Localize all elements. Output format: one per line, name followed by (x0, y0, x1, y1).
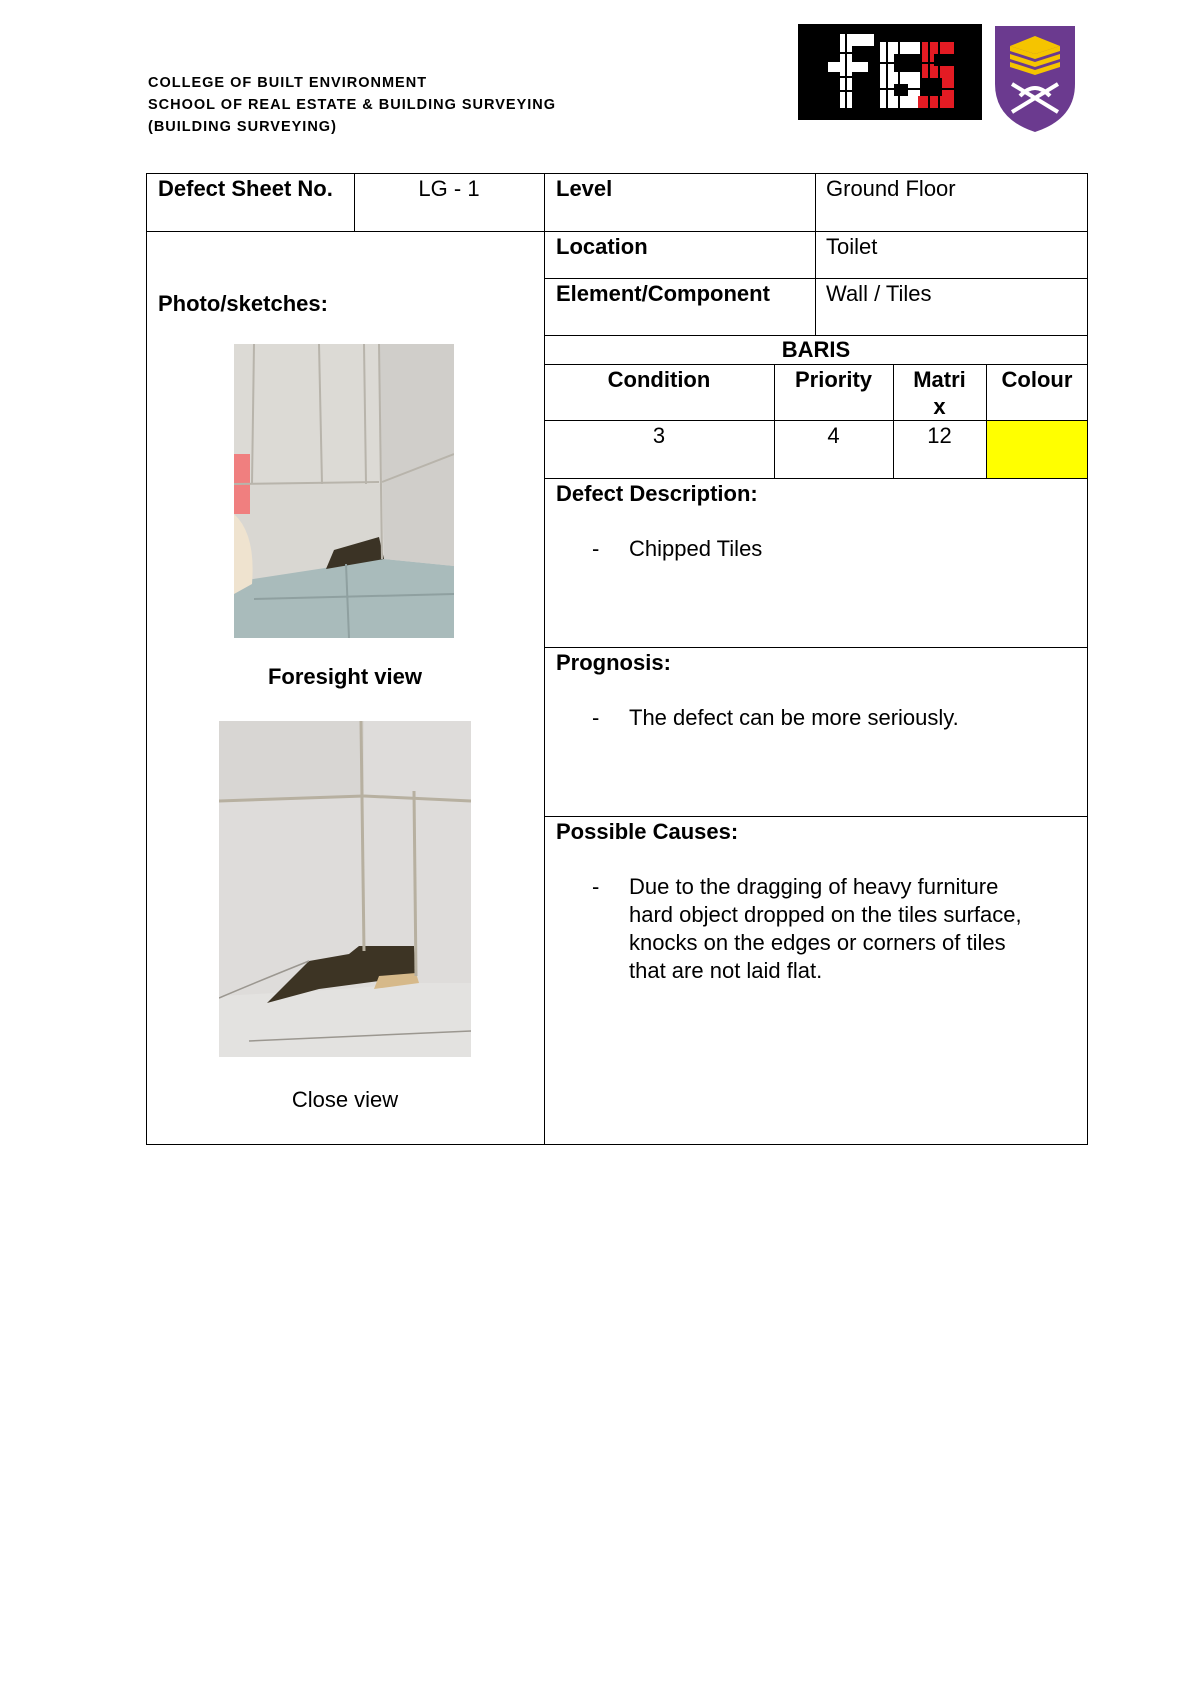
possible-causes-label: Possible Causes: (556, 819, 739, 844)
prognosis-item: The defect can be more seriously. (629, 705, 959, 730)
university-crest (990, 24, 1080, 134)
institution-header (148, 72, 556, 138)
element-value: Wall / Tiles (826, 281, 932, 306)
defect-description-label: Defect Description: (556, 481, 758, 506)
baris-title: BARIS (781, 337, 851, 362)
header-programme: (BUILDING SURVEYING) (148, 119, 337, 135)
defect-sheet-no-value: LG - 1 (418, 176, 480, 201)
possible-causes-line: hard object dropped on the tiles surface, (629, 902, 1022, 927)
element-label: Element/Component (556, 281, 770, 306)
close-view-photo (219, 721, 471, 1057)
prognosis-label: Prognosis: (556, 650, 671, 675)
baris-matrix-label-line1: Matri (913, 367, 966, 392)
baris-condition-label: Condition (607, 367, 711, 392)
possible-causes-line: that are not laid flat. (629, 958, 823, 983)
location-label: Location (556, 234, 648, 259)
foresight-view-caption: Foresight view (267, 664, 423, 689)
baris-colour-swatch (987, 421, 1087, 478)
baris-matrix-label-line2: x (933, 394, 946, 419)
prognosis-bullet: - (592, 705, 600, 730)
defect-description-bullet: - (592, 536, 600, 561)
level-value: Ground Floor (826, 176, 956, 201)
possible-causes-line: Due to the dragging of heavy furniture (629, 874, 999, 899)
close-view-caption: Close view (291, 1087, 399, 1112)
defect-sheet-table (146, 173, 1088, 1145)
baris-condition-value: 3 (652, 423, 666, 448)
possible-causes-line: knocks on the edges or corners of tiles (629, 930, 1006, 955)
level-label: Level (556, 176, 613, 201)
header-school: SCHOOL OF REAL ESTATE & BUILDING SURVEYING (148, 97, 557, 113)
defect-sheet-no-label: Defect Sheet No. (158, 176, 333, 201)
header-college: COLLEGE OF BUILT ENVIRONMENT (148, 75, 428, 91)
baris-priority-value: 4 (827, 423, 840, 448)
baris-matrix-value: 12 (927, 423, 952, 448)
foresight-view-photo (234, 344, 454, 638)
possible-causes-text (629, 873, 1069, 985)
baris-matrix-label (893, 366, 986, 420)
photo-sketches-label: Photo/sketches: (158, 291, 328, 316)
defect-description-item: Chipped Tiles (629, 536, 763, 561)
faculty-logo (798, 24, 982, 120)
baris-priority-label: Priority (794, 367, 873, 392)
location-value: Toilet (826, 234, 878, 259)
possible-causes-bullet: - (592, 874, 600, 899)
baris-colour-label: Colour (1001, 367, 1073, 392)
